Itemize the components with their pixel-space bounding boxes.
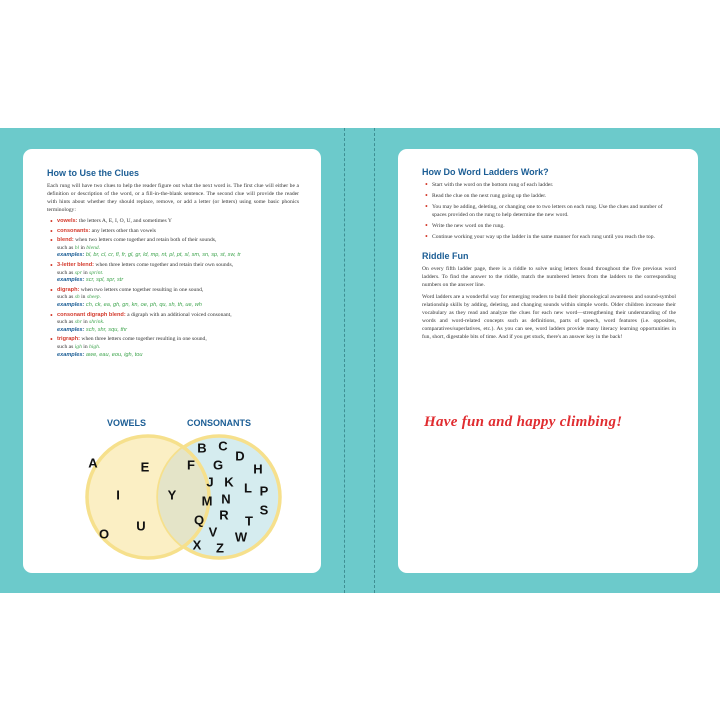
consonant-letter: B: [197, 440, 207, 456]
clue-definition: when three letters come together resulting in one sound,: [80, 336, 207, 343]
consonant-letter: K: [224, 474, 234, 490]
vowel-letter: E: [140, 459, 150, 475]
clue-term: trigraph:: [57, 336, 80, 343]
clue-definition: when three letters come together and retain their own sounds,: [94, 261, 234, 268]
left-page-gutter-line: [344, 128, 345, 593]
clue-definition: when two letters come together and retain both of their sounds,: [73, 237, 217, 244]
venn-circles: [55, 431, 290, 566]
clue-term: vowels:: [57, 218, 78, 224]
clue-examples-label: examples:: [57, 301, 85, 308]
clues-intro: Each rung will have two clues to help the reader figure out what the next word is. The first clue will either be a definition or description of the word, or a fill-in-the-blank sentence. The second clue will provide the reader with hints about whether they should replace, remove, or add a letter (or letters) using some basic phonics terminology:: [47, 183, 299, 213]
clue-word: blend.: [86, 244, 101, 251]
clue-item: [47, 287, 299, 310]
clue-term: consonants:: [57, 227, 91, 234]
clues-title: How to Use the Clues: [47, 168, 140, 178]
clue-examples-label: examples:: [57, 252, 85, 259]
clue-word: shrink.: [89, 319, 105, 326]
clue-in: in: [79, 294, 87, 301]
clue-in: in: [79, 244, 87, 251]
clue-term: 3-letter blend:: [57, 261, 94, 268]
clue-list: [47, 218, 299, 359]
clue-word: sheep.: [86, 294, 101, 301]
right-page-gutter-line: [374, 128, 375, 593]
vowels-label: VOWELS: [107, 418, 147, 428]
clue-examples-label: examples:: [57, 277, 85, 284]
clue-such-as: such as: [57, 319, 75, 326]
consonant-letter: R: [219, 507, 229, 523]
consonant-letter: X: [192, 537, 202, 553]
steps-list: [422, 181, 676, 241]
clue-word: sprint.: [89, 269, 104, 276]
clue-such-as: such as: [57, 244, 75, 251]
vowel-letter: I: [116, 487, 120, 503]
clue-in: in: [81, 269, 90, 276]
clue-definition: the letters A, E, I, O, U, and sometimes Y: [77, 218, 172, 224]
step-item: • Continue working your way up the ladder in the same manner for each rung until you reach the top.: [422, 233, 676, 241]
closing-slogan: Have fun and happy climbing!: [424, 414, 623, 430]
consonant-letter: G: [212, 457, 224, 473]
body-text: Word ladders are a wonderful way for emerging readers to build their phonological awareness and sound-symbol relationship skills by adding, deleting, and changing sounds within simple words. Older children increase their vocabulary as they read and analyze the clues for each new word—strengthening their understanding of the words and word-related concepts such as definitions, parts of speech, word features (i.e. opposites, comparatives/superlatives, etc.). As you can see, word ladders provide many literacy learning opportunities in fun, short, digestable bits of time. And if you get stuck, there's an answer key in the back!: [422, 294, 676, 340]
clue-letters: spr: [74, 269, 82, 276]
vowel-letter: O: [98, 526, 110, 542]
consonant-letter: M: [201, 493, 213, 509]
clue-examples: bl, br, cl, cr, fl, fr, gl, gr, ld, mp, nt, pl, pt, sl, sm, sn, sp, st, sw, tr: [84, 252, 241, 259]
clue-examples: sch, shr, squ, thr: [84, 326, 127, 333]
ladders-title: How Do Word Ladders Work?: [422, 167, 549, 177]
clue-such-as: such as: [57, 269, 75, 276]
clue-item: [47, 336, 299, 359]
consonant-letter: S: [259, 502, 269, 518]
clue-such-as: such as: [57, 294, 75, 301]
step-item: • Write the new word on the rung.: [422, 222, 676, 230]
clue-term: blend:: [57, 237, 74, 244]
clue-examples-label: examples:: [57, 351, 85, 358]
clue-in: in: [81, 343, 90, 350]
clue-definition: any letters other than vowels: [90, 227, 156, 234]
clue-item: [47, 262, 299, 285]
consonant-letter: N: [221, 491, 231, 507]
consonant-letter: P: [259, 483, 269, 499]
vowel-letter: A: [88, 455, 98, 471]
ladders-card: [398, 149, 698, 573]
consonant-letter: W: [234, 529, 248, 545]
clue-such-as: such as: [57, 343, 75, 350]
clue-examples: ch, ck, ea, gh, gn, kn, oe, ph, qu, sh, th, ue, wh: [84, 301, 202, 308]
clue-letters: shr: [74, 319, 82, 326]
consonant-letter: H: [253, 461, 263, 477]
step-item: • You may be adding, deleting, or changing one to two letters on each rung. Use the clues and number of spaces provided on the rung to help determine the new word.: [422, 203, 676, 219]
clue-letters: sh: [74, 294, 80, 301]
consonant-letter: V: [208, 524, 218, 540]
consonant-letter: L: [244, 480, 252, 496]
consonant-letter: C: [218, 438, 228, 454]
clue-in: in: [81, 319, 90, 326]
clue-term: consonant digraph blend:: [57, 311, 126, 318]
consonants-label: CONSONANTS: [187, 418, 252, 428]
clue-letters: bl: [74, 244, 80, 251]
consonant-letter: J: [206, 474, 214, 490]
shared-letter: Y: [167, 487, 177, 503]
clue-word: high.: [89, 343, 101, 350]
riddle-text: On every fifth ladder page, there is a riddle to solve using letters found throughout the five previous word ladders. To find the answer to the riddle, match the numbered letters from the ladders to the corresponding numbers on the answer line.: [422, 266, 676, 288]
clue-item: [47, 237, 299, 260]
clue-examples-label: examples:: [57, 326, 85, 333]
step-item: • Read the clue on the next rung going up the ladder.: [422, 192, 676, 200]
consonant-letter: D: [235, 448, 245, 464]
clue-item: [47, 312, 299, 335]
clue-examples: awe, eau, eou, igh, tou: [84, 351, 143, 358]
consonant-letter: Z: [216, 540, 224, 556]
clue-item: [47, 218, 299, 226]
consonant-letter: T: [245, 513, 253, 529]
clue-item: [47, 228, 299, 236]
vowel-letter: U: [136, 518, 146, 534]
step-item: • Start with the word on the bottom rung of each ladder.: [422, 181, 676, 189]
consonant-letter: Q: [193, 512, 205, 528]
clue-term: digraph:: [57, 286, 80, 293]
riddle-title: Riddle Fun: [422, 251, 469, 261]
clue-definition: a digraph with an additional voiced consonant,: [125, 311, 232, 318]
clue-letters: igh: [74, 343, 82, 350]
clue-examples: scr, spl, spr, str: [84, 277, 124, 284]
clue-definition: when two letters come together resulting in one sound,: [79, 286, 204, 293]
consonant-letter: F: [187, 457, 195, 473]
